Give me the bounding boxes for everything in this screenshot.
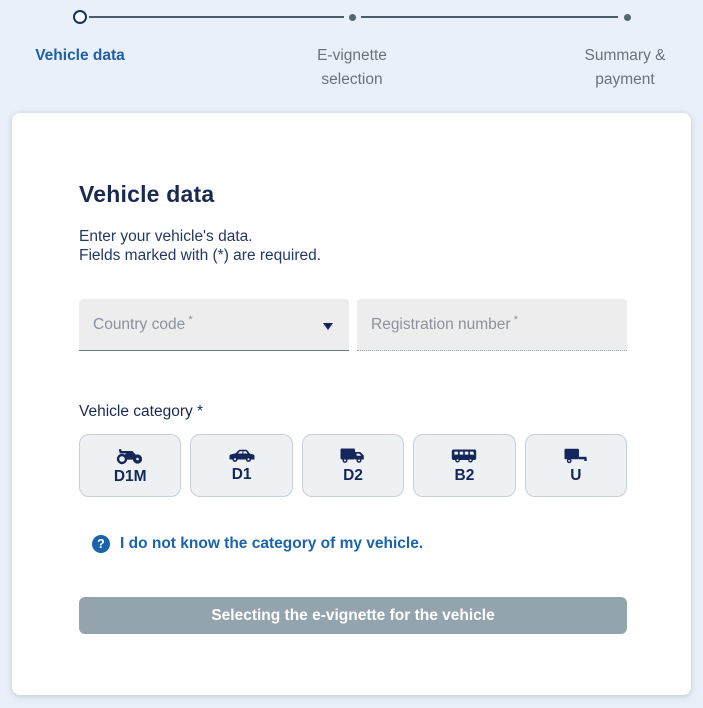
category-code-label: D1 — [231, 465, 252, 483]
stepper-step-evignette-selection: E-vignette selection — [317, 47, 387, 88]
intro-line-2: Fields marked with (*) are required. — [79, 247, 322, 264]
intro-line-1: Enter your vehicle's data. — [79, 228, 253, 245]
category-button-u[interactable] — [525, 434, 627, 497]
vehicle-category-options — [79, 434, 627, 497]
page-title: Vehicle data — [79, 181, 215, 207]
country-code-label: Country code * — [93, 314, 193, 334]
question-mark-icon: ? — [92, 535, 110, 553]
registration-number-field — [357, 299, 627, 351]
step-dot-icon — [349, 14, 356, 21]
motorcycle-icon — [116, 446, 144, 465]
stepper-step-summary-payment: Summary & payment — [584, 47, 666, 88]
category-button-d1[interactable] — [190, 434, 292, 497]
progress-stepper — [0, 0, 703, 113]
category-help-link-label: I do not know the category of my vehicle. — [120, 535, 424, 552]
trailer-icon — [562, 447, 590, 464]
category-code-label: B2 — [454, 466, 475, 484]
registration-number-placeholder: Registration number * — [371, 314, 518, 334]
required-asterisk: * — [188, 314, 193, 327]
bus-icon — [450, 447, 478, 464]
category-code-label: U — [570, 466, 582, 484]
car-icon — [228, 448, 256, 463]
active-step-circle-icon — [73, 10, 87, 24]
form-intro-text — [79, 227, 627, 265]
required-asterisk: * — [513, 314, 518, 327]
registration-number-input[interactable] — [357, 299, 627, 350]
stepper-step-vehicle-data[interactable]: Vehicle data — [35, 47, 125, 64]
vehicle-data-card — [12, 113, 691, 695]
vehicle-category-label: Vehicle category * — [79, 403, 204, 420]
country-code-select[interactable] — [79, 299, 349, 351]
truck-icon — [339, 447, 367, 464]
category-code-label: D2 — [343, 466, 363, 484]
stepper-connector-line — [361, 16, 618, 18]
category-button-d1m[interactable] — [79, 434, 181, 497]
category-code-label: D1M — [113, 467, 147, 485]
category-button-d2[interactable] — [302, 434, 404, 497]
step-dot-icon — [624, 14, 631, 21]
vehicle-id-fields — [79, 299, 627, 351]
category-button-b2[interactable] — [413, 434, 515, 497]
category-help-link[interactable] — [92, 535, 423, 553]
chevron-down-icon — [323, 323, 333, 330]
select-evignette-button[interactable]: Selecting the e-vignette for the vehicle — [79, 597, 627, 634]
stepper-connector-line — [89, 16, 344, 18]
